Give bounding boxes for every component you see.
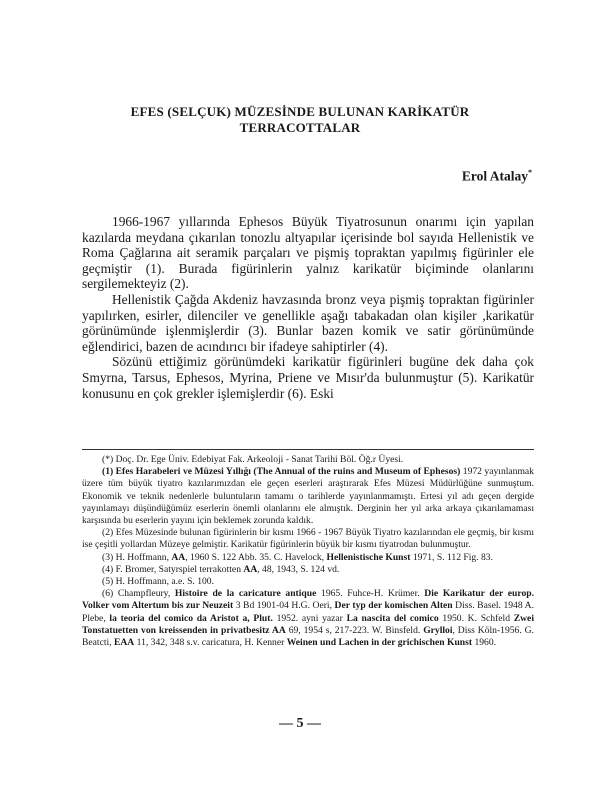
footnote-4-part: AA	[243, 563, 258, 575]
footnote-3-part: Hellenistische Kunst	[326, 551, 411, 563]
author-footnote-mark: *	[528, 168, 532, 177]
paragraph-1: 1966-1967 yıllarında Ephesos Büyük Tiyatrosunun onarımı için yapılan kazılarda meydana çıkarılan tonozlu altyapılar içerisinde bol sayıda Hellenistik ve Roma Çağlarına ait seramik parçaları ve pişmiş topraktan yapılmış figürinler ele geçmiştir (1). Burada figürinlerin yalnız karikatür biçiminde olanlarını sergilemekteyiz (2).	[82, 214, 534, 292]
footnote-6-part: 1965. Fuhce-H. Krümer.	[316, 588, 425, 600]
footnote-4	[82, 564, 534, 576]
author-name-text: Erol Atalay	[461, 168, 528, 184]
title-line-2: TERRACOTTALAR	[239, 120, 361, 135]
footnote-6-part: Diss. Basel. 1948 A. Plebe,	[82, 600, 534, 624]
footnote-6-part: Grylloi	[423, 624, 453, 636]
footnote-3-part: 1971, S. 112 Fig. 83.	[410, 551, 493, 563]
footnote-1-title: (1) Efes Harabeleri ve Müzesi Yıllığı (The Annual of the ruins and Museum of Ephesos)	[102, 466, 461, 478]
footnote-divider	[82, 449, 534, 450]
footnote-6-part: 3 Bd 1901-04 H.G. Oeri,	[233, 600, 335, 612]
paragraph-3: Sözünü ettiğimiz görünümdeki karikatür figürinleri bugüne dek daha çok Smyrna, Tarsus, Ephesos, Myrina, Priene ve Mısır'da bulunmuştur (5). Karikatür konusunu en çok grekler işlemişlerdir (6). Eski	[82, 354, 534, 401]
footnote-6-part: 69, 1954 s, 217-223. W. Binsfeld.	[285, 624, 424, 636]
footnote-6-part: la teoria del comico da Aristot a, Plut.	[109, 612, 273, 624]
paragraph-2: Hellenistik Çağda Akdeniz havzasında bronz veya pişmiş topraktan figürinler yapılırken, esirler, dilenciler ve genellikle aşağı tabakadan olan kişiler ,karikatür görünümünde işlenmişlerdir (3). Bunlar bazen komik ve satir görünümünde eğlendirici, bazen de acındırıcı bir ifadeye sahiptirler (4).	[82, 291, 534, 354]
article-title	[90, 104, 510, 136]
page-number: — 5 —	[279, 716, 321, 731]
footnote-2: (2) Efes Müzesinde bulunan figürinlerin bir kısmı 1966 - 1967 Büyük Tiyatro kazılarından ele geçmiş, bir kısmı ise çeşitli yollardan Müzeye gelmiştir. Karikatür figürinlerin büyük bir kısmı tiyatrodan bulunmuştur.	[82, 527, 534, 551]
footnotes	[82, 454, 534, 649]
footnote-6-part: Weinen und Lachen in der grichischen Kunst	[286, 637, 473, 649]
title-line-1: EFES (SELÇUK) MÜZESİNDE BULUNAN KARİKATÜR	[130, 104, 470, 119]
footnote-6-part: 1960.	[472, 637, 497, 649]
footnote-1-text: 1972 yayınlanmak üzere tüm büyük tiyatro kazılarımızdan ele geçen eserleri araştırarak Efes Müzesi Müdürlüğüne sunmuştum. Ekonomik ve teknik nedenlerle buluntuların tamamı o tarihlerde yayınlanmamıştı. Ertesi yıl adı geçen dergide yayınlamayı düşündüğümüz eserlerin önemli olanlarını ele almıştık. Derginin her yıl arka arkaya çıkarılamaması karşısında bu eserlerin yayını için beklemek zorunda kaldık.	[82, 466, 534, 527]
footnote-3-part: (3) H. Hoffmann,	[102, 551, 172, 563]
footnote-6-part: , Diss Köln-1956. G. Beatcti,	[82, 624, 534, 649]
footnote-6-part: Die Karikatur der europ. Volker vom Altertum bis zur Neuzeit	[82, 588, 534, 612]
footnote-6-part: 1950. K. Schfeld	[438, 612, 514, 624]
footnote-6-part: Zwei Tonstatuetten von kreissenden in privatbesitz AA	[82, 612, 534, 636]
footnote-4-part: , 48, 1943, S. 124 vd.	[257, 563, 340, 575]
footnote-6-part: 11, 342, 348 s.v. caricatura, H. Kenner	[134, 637, 287, 649]
footnote-6	[82, 588, 534, 649]
footnote-3-part: , 1960 S. 122 Abb. 35. C. Havelock,	[185, 551, 327, 563]
author-name	[462, 168, 532, 185]
footnote-6-part: EAA	[113, 637, 135, 649]
footnote-6-part: 1952. ayni yazar	[272, 612, 347, 624]
footnote-6-part: La nascita del comico	[346, 612, 439, 624]
footnote-4-part: (4) F. Bromer, Satyrspiel terrakotten	[102, 563, 244, 575]
footnote-3	[82, 552, 534, 564]
footnote-1	[82, 466, 534, 527]
footnote-6-part: (6) Champfleury,	[102, 588, 175, 600]
footnote-author: (*) Doç. Dr. Ege Üniv. Edebiyat Fak. Arkeoloji - Sanat Tarihi Böl. Öğ.r Üyesi.	[102, 454, 404, 465]
footnote-6-part: Der typ der komischen Alten	[334, 600, 453, 612]
footnote-3-part: AA	[171, 551, 186, 563]
footnote-5: (5) H. Hoffmann, a.e. S. 100.	[102, 576, 214, 588]
footnote-6-part: Histoire de la caricature antique	[174, 588, 317, 600]
body-text	[82, 214, 534, 401]
